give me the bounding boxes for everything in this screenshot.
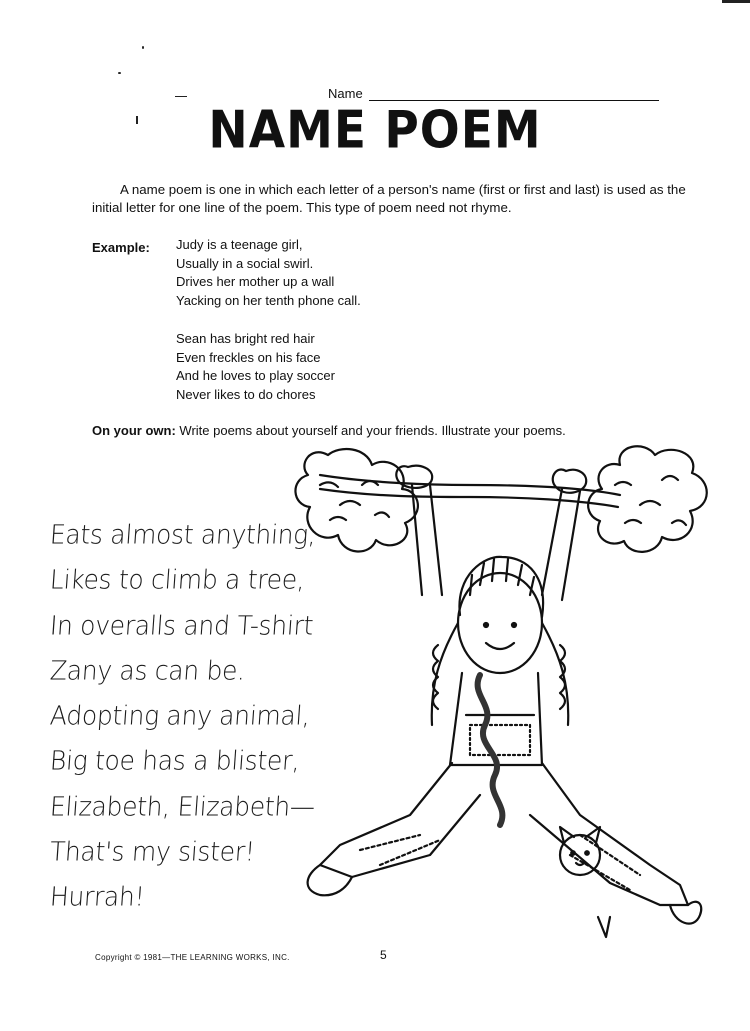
- poem-line: Adopting any animal,: [48, 700, 311, 731]
- intro-paragraph: [92, 181, 692, 217]
- instructions-text: Write poems about yourself and your friends. Illustrate your poems.: [179, 423, 566, 438]
- scan-speck: [118, 72, 121, 74]
- page-title: NAME POEM: [208, 100, 542, 161]
- page-number: 5: [380, 948, 387, 962]
- kitten: [560, 835, 600, 875]
- example-line: Never likes to do chores: [176, 386, 316, 402]
- example-line: Yacking on her tenth phone call.: [176, 292, 361, 308]
- intro-text: A name poem is one in which each letter of a person's name (first or first and last) is used as the initial letter for one line of the poem. This type of poem need not rhyme.: [92, 182, 686, 215]
- scan-speck: [142, 46, 144, 49]
- copyright-notice: Copyright © 1981—THE LEARNING WORKS, INC.: [95, 953, 290, 962]
- name-label: Name: [328, 86, 363, 101]
- overalls-bib: [450, 673, 542, 765]
- example-label: Example:: [92, 240, 150, 255]
- example-line: Usually in a social swirl.: [176, 255, 314, 271]
- poem-line: Zany as can be.: [48, 655, 246, 686]
- poem-line: Likes to climb a tree,: [48, 564, 306, 596]
- example-line: Sean has bright red hair: [176, 331, 315, 346]
- example-poem-judy: [176, 236, 361, 310]
- example-line: Even freckles on his face: [176, 349, 321, 365]
- snake: [478, 675, 503, 825]
- right-foliage: [588, 446, 707, 552]
- name-underline: [369, 88, 659, 101]
- left-leg: [320, 763, 480, 877]
- right-leg: [530, 763, 688, 905]
- scan-speck: [175, 96, 187, 97]
- poem-line: Hurrah!: [48, 881, 146, 913]
- poem-line: In overalls and T-shirt: [48, 609, 315, 641]
- poem-line: Big toe has a blister,: [48, 745, 301, 777]
- poem-line: That's my sister!: [48, 836, 256, 867]
- example-line: Drives her mother up a wall: [176, 274, 335, 290]
- example-line: And he loves to play soccer: [176, 368, 335, 384]
- scan-speck: [722, 0, 750, 3]
- example-poem-sean: [176, 330, 335, 404]
- example-line: Judy is a teenage girl,: [176, 237, 303, 252]
- poem-line: Elizabeth, Elizabeth—: [48, 791, 316, 822]
- handwritten-poem: [50, 512, 316, 920]
- instructions: [92, 423, 566, 438]
- shoe-detail: [598, 917, 610, 937]
- right-arm: [542, 489, 580, 600]
- poem-line: Eats almost anything,: [48, 519, 317, 550]
- instructions-label: On your own:: [92, 423, 176, 438]
- girl-hanging-illustration: [280, 445, 720, 945]
- left-foliage: [295, 449, 417, 551]
- name-field[interactable]: [328, 86, 659, 101]
